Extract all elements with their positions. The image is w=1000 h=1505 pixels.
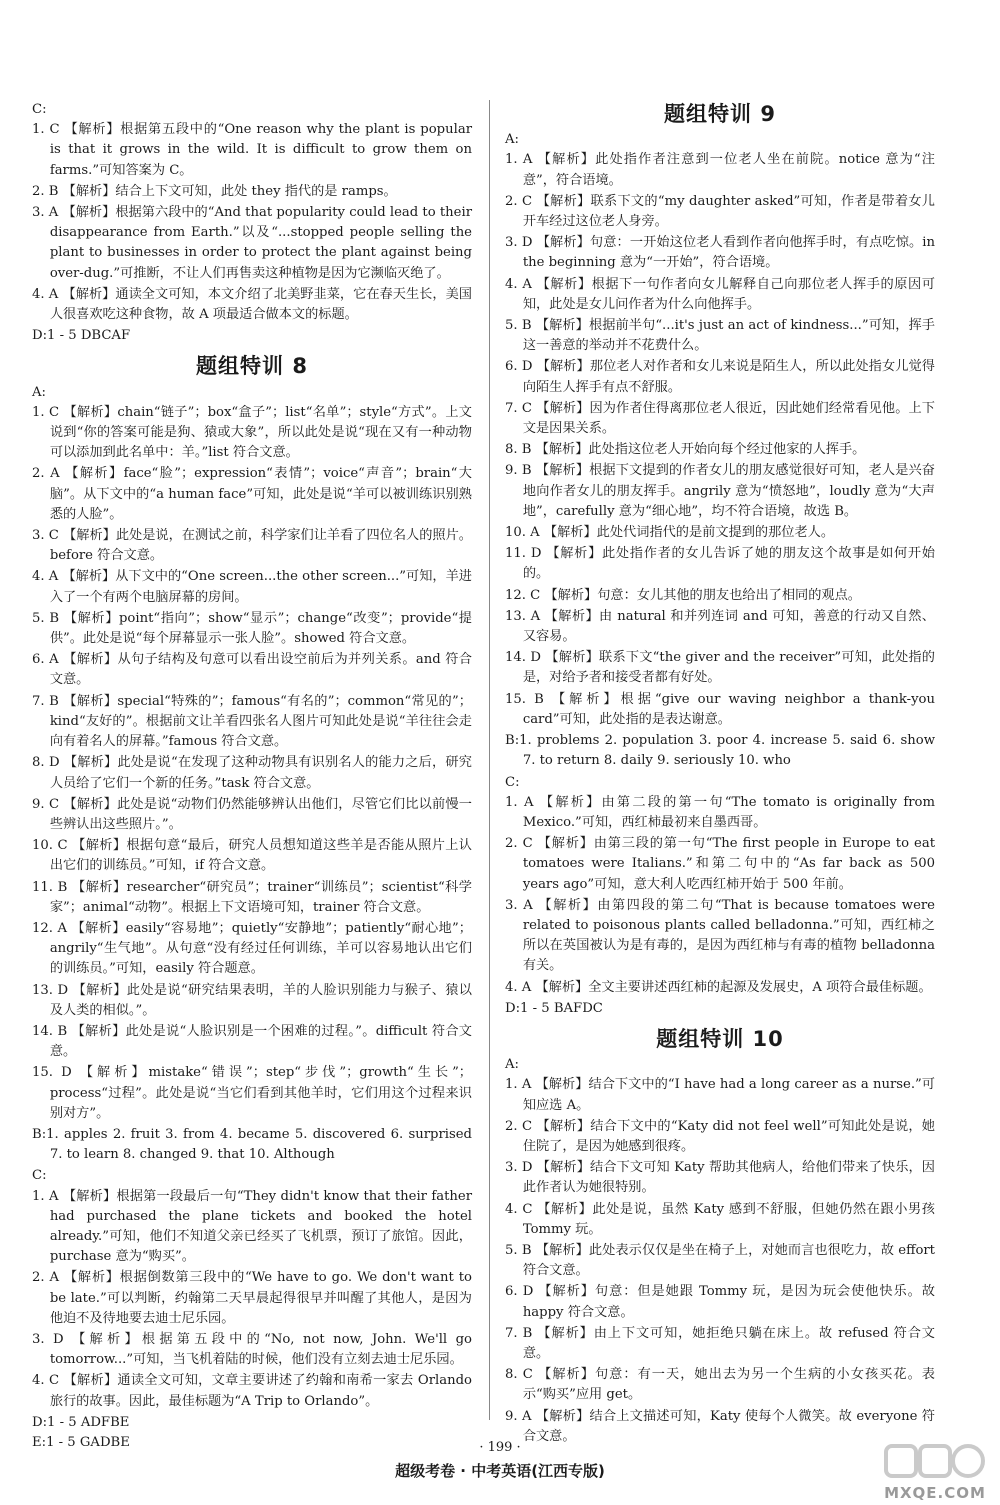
answer-key-line: E:1 - 5 GADBE [32,1435,130,1450]
answer-item: 3. D 【解析】结合下文可知 Katy 帮助其他病人，给他们带来了快乐，因此作者认为她很特别。 [505,1160,935,1196]
answer-item: 12. C 【解析】句意：女儿其他的朋友也给出了相同的观点。 [505,587,861,603]
book-title: 超级考卷 · 中考英语(江西专版) [395,1462,605,1480]
answer-key-line: D:1 - 5 ADFBE [32,1414,130,1430]
answer-item: 4. A 【解析】全文主要讲述西红柿的起源及发展史，A 项符合最佳标题。 [505,979,932,995]
answer-item: 7. B 【解析】由上下文可知，她拒绝只躺在床上。故 refused 符合文意。 [505,1325,935,1361]
answer-item: 9. C 【解析】此处是说“动物们仍然能够辨认出他们，尽管它们比以前慢一些辨认出这些照片。”。 [32,796,472,832]
answer-item: 12. A 【解析】easily“容易地”；quietly“安静地”；patiently“耐心地”；angrily“生气地”。从句意“没有经过任何训练，羊可以容易地认出它们的训练员。”可知，easily 符合题意。 [32,920,472,977]
answer-item: 10. C 【解析】根据句意“最后，研究人员想知道这些羊是否能从照片上认出它们的训练员。”可知，if 符合文意。 [32,838,472,874]
answer-item: 3. C 【解析】此处是说，在测试之前，科学家们让羊看了四位名人的照片。before 符合文意。 [32,528,472,564]
answer-item: 2. C 【解析】结合下文中的“Katy did not feel well”可知此处是说，她住院了，是因为她感到很疼。 [505,1118,935,1154]
answer-item: 8. C 【解析】句意：有一天，她出去为另一个生病的小女孩买花。表示“购买”应用 get。 [505,1367,935,1403]
answer-item: 6. D 【解析】句意：但是她跟 Tommy 玩，是因为玩会使他快乐。故 happy 符合文意。 [505,1284,935,1320]
section-label: A: [505,132,519,148]
answer-item: 7. B 【解析】special“特殊的”；famous“有名的”；common“常见的”；kind“友好的”。根据前文让羊看四张名人图片可知此处是说“羊往往会走向有着名人的屏幕。”famous 符合文意。 [32,693,472,750]
page-number: · 199 · [479,1440,521,1455]
answer-item: 3. D 【解析】句意：一开始这位老人看到作者向他挥手时，有点吃惊。in the beginning 意为“一开始”，符合语境。 [505,235,935,271]
answer-item: 15. B 【解析】根据“give our waving neighbor a thank-you card”可知，此处指的是表达谢意。 [505,691,935,727]
answer-item: 2. C 【解析】由第三段的第一句“The first people in Europe to eat tomatoes were Italians.”和第二句中的“As far back as 500 years ago”可知，意大利人吃西红柿开始于 500 年前。 [505,836,935,892]
answer-item: 1. A 【解析】此处指作者注意到一位老人坐在前院。notice 意为“注意”，符合语境。 [505,152,935,188]
answer-item: 3. D 【解析】根据第五段中的“No, not now, John. We'll go tomorrow...”可知，当飞机着陆的时候，他们没有立刻去迪士尼乐园。 [32,1331,472,1368]
section-heading-10: 题组特训 10 [656,1026,784,1051]
answer-item: 5. B 【解析】根据前半句“...it's just an act of kindness...”可知，挥手这一善意的举动并不花费什么。 [505,318,935,354]
answer-item: 14. D 【解析】联系下文“the giver and the receiver”可知，此处指的是，对给予者和接受者都有好处。 [505,650,935,686]
answer-key-line: B:1. apples 2. fruit 3. from 4. became 5. discovered 6. surprised 7. to learn 8. changed 9. that 10. Although [32,1126,472,1163]
answer-item: 5. B 【解析】point“指向”；show“显示”；change“改变”；provide“提供”。此处是说“每个屏幕显示一张人脸”。showed 符合文意。 [32,610,472,647]
answer-item: 13. A 【解析】由 natural 和并列连词 and 可知，善意的行动又自然、又容易。 [505,608,935,645]
answer-item: 6. D 【解析】那位老人对作者和女儿来说是陌生人，所以此处指女儿觉得向陌生人挥手有点不舒服。 [505,359,935,395]
answer-item: 14. B 【解析】此处是说“人脸识别是一个困难的过程。”。difficult 符合文意。 [32,1023,472,1060]
answer-key-line: D:1 - 5 DBCAF [32,328,131,344]
answer-item: 5. B 【解析】此处表示仅仅是坐在椅子上，对她而言也很吃力，故 effort 符合文意。 [505,1242,935,1279]
answer-item: 3. A 【解析】根据第六段中的“And that popularity could lead to their disappearance from Earth.”以及“...stopped people selling the plant to businesses in order to protect the plant against being over-dug.”可推断，不让人们再售卖这种植物是因为它濒临灭绝了。 [32,205,472,281]
answer-item: 1. C 【解析】chain“链子”；box“盒子”；list“名单”；style“方式”。上文说到“你的答案可能是狗、猿或大象”，所以此处是说“现在又有一种动物可以添加到此名单中：羊。”list 符合文意。 [32,404,472,461]
answer-item: 13. D 【解析】此处是说“研究结果表明，羊的人脸识别能力与猴子、猿以及人类的相似。”。 [32,982,472,1018]
answer-item: 2. A 【解析】根据倒数第三段中的“We have to go. We don't want to be late.”可以判断，约翰第二天早晨起得很早并叫醒了其他人，是因为他迫不及待地要去迪士尼乐园。 [32,1270,472,1326]
answer-item: 4. A 【解析】通读全文可知，本文介绍了北美野韭菜，它在春天生长，美国人很喜欢吃这种食物，故 A 项最适合做本文的标题。 [32,286,472,323]
answer-item: 7. C 【解析】因为作者住得离那位老人很近，因此她们经常看见他。上下文是因果关系。 [505,400,935,437]
answer-item: 9. A 【解析】结合上文描述可知，Katy 使每个人微笑。故 everyone 符合文意。 [505,1408,935,1444]
answer-item: 8. B 【解析】此处指这位老人开始向每个经过他家的人挥手。 [505,442,866,458]
answer-item: 1. A 【解析】根据第一段最后一句“They didn't know that their father had purchased the plane tickets and booked the hotel already.”可知，他们不知道父亲已经买了飞机票，预订了旅馆。因此，purchase 意为“购买”。 [32,1188,472,1265]
section-label: A: [505,1057,519,1073]
answer-item: 11. B 【解析】researcher“研究员”；trainer“训练员”；scientist“科学家”；animal“动物”。根据上下文语境可知，trainer 符合文意。 [32,879,472,915]
answer-item: 2. A 【解析】face“脸”；expression“表情”；voice“声音”；brain“大脑”。从下文中的“a human face”可知，此处是说“羊可以被训练识别熟悉的人脸”。 [32,466,472,522]
answer-item: 3. A 【解析】由第四段的第二句“That is because tomatoes were related to poisonous plants called belladonna.”可知，西红柿之所以在英国被认为是有毒的，是因为西红柿与有毒的植物 belladonna 有关。 [505,897,935,974]
answer-item: 1. C 【解析】根据第五段中的“One reason why the plant is popular is that it grows in the wild. It is difficult to grow them on farms.”可知答案为 C。 [32,122,472,178]
answer-item: 1. A 【解析】由第二段的第一句“The tomato is originally from Mexico.”可知，西红柿最初来自墨西哥。 [505,794,935,830]
answer-key-line: D:1 - 5 BAFDC [505,1000,603,1016]
answer-item: 11. D 【解析】此处指作者的女儿告诉了她的朋友这个故事是如何开始的。 [505,546,935,582]
answer-item: 4. A 【解析】从下文中的“One screen...the other screen...”可知，羊进入了一个有两个电脑屏幕的房间。 [32,569,472,605]
answer-key-line: B:1. problems 2. population 3. poor 4. increase 5. said 6. show 7. to return 8. daily 9. seriously 10. who [505,733,935,769]
answer-item: 1. A 【解析】结合下文中的“I have had a long career as a nurse.”可知应选 A。 [505,1077,935,1113]
section-heading-9: 题组特训 9 [664,102,776,126]
section-heading-8: 题组特训 8 [196,354,308,379]
section-label: C: [32,102,47,117]
answer-item: 4. C 【解析】通读全文可知，文章主要讲述了约翰和南希一家去 Orlando 旅行的故事。因此，最佳标题为“A Trip to Orlando”。 [32,1373,472,1409]
answer-item: 4. A 【解析】根据下一句作者向女儿解释自己向那位老人挥手的原因可知，此处是女儿问作者为什么向他挥手。 [505,276,935,312]
answer-item: 2. B 【解析】结合上下文可知，此处 they 指代的是 ramps。 [32,183,397,199]
answer-item: 2. C 【解析】联系下文的“my daughter asked”可知，作者是带着女儿开车经过这位老人身旁。 [505,193,935,230]
answer-item: 10. A 【解析】此处代词指代的是前文提到的那位老人。 [505,525,835,541]
left-column [32,100,472,1453]
answer-item: 15. D 【解析】mistake“错误”；step“步伐”；growth“生长”；process“过程”。此处是说“当它们看到其他羊时，它们用这个过程来识别对方”。 [32,1065,472,1121]
section-label: A: [32,384,46,400]
answer-item: 6. A 【解析】从句子结构及句意可以看出设空前后为并列关系。and 符合文意。 [32,652,472,688]
answer-item: 4. C 【解析】此处是说，虽然 Katy 感到不舒服，但她仍然在跟小男孩 Tommy 玩。 [505,1201,935,1237]
answer-item: 8. D 【解析】此处是说“在发现了这种动物具有识别名人的能力之后，研究人员给了它们一个新的任务。”task 符合文意。 [32,755,472,791]
section-label: C: [32,1168,47,1184]
column-divider [489,100,490,1420]
right-column [505,100,935,1448]
watermark-text: MXQE.COM [884,1484,986,1502]
answer-item: 9. B 【解析】根据下文提到的作者女儿的朋友感觉很好可知，老人是兴奋地向作者女儿的朋友挥手。angrily 意为“愤怒地”，loudly 意为“大声地”，carefully 意为“细心地”，均不符合语境，故选 B。 [505,463,935,519]
section-label: C: [505,774,520,790]
